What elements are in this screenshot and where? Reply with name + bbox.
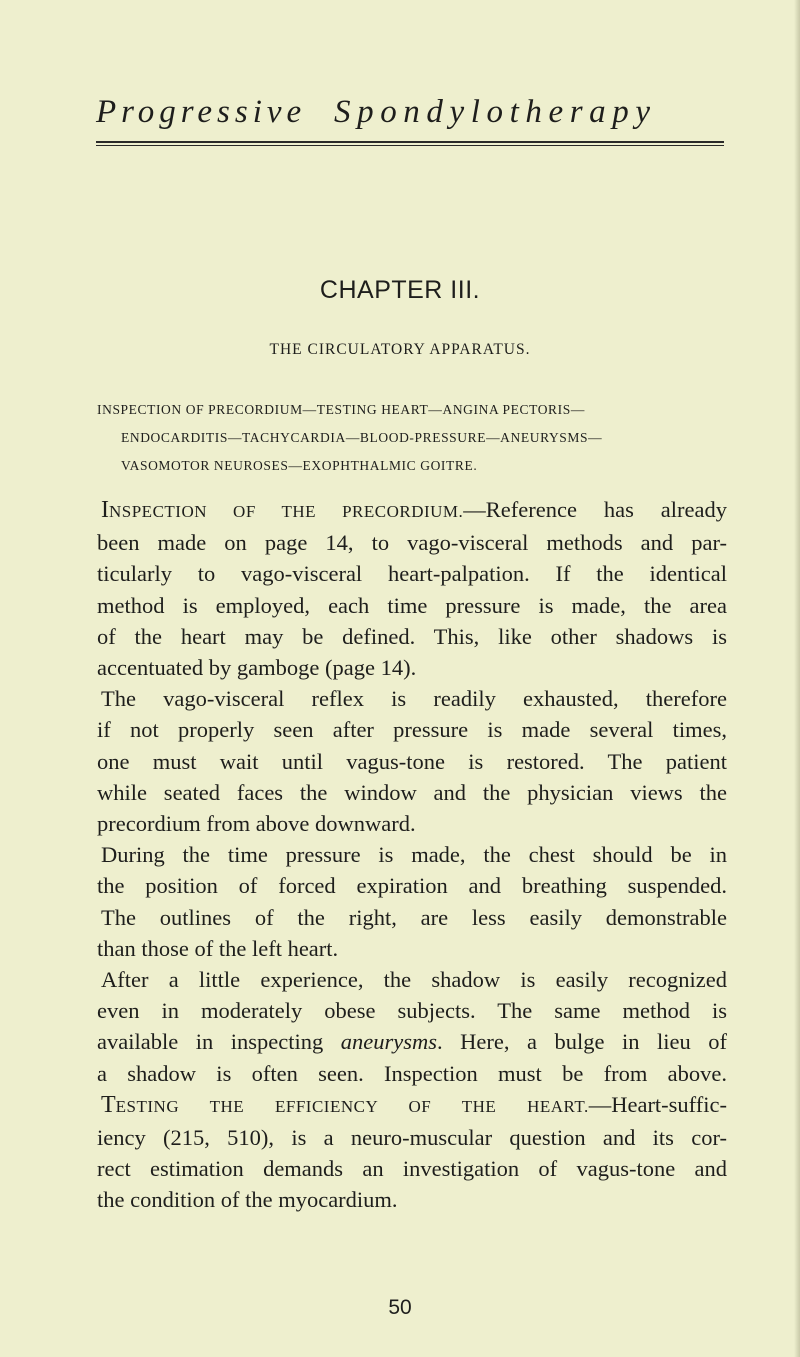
chapter-synopsis	[0, 396, 602, 480]
text-line: the position of forced expiration and breathing suspended.	[97, 873, 727, 899]
text-line: During the time pressure is made, the chest should be in	[101, 842, 727, 868]
heading-tail: —Reference has already	[463, 497, 727, 522]
text-fragment: available in inspecting	[97, 1029, 341, 1055]
synopsis-line: VASOMOTOR NEUROSES—EXOPHTHALMIC GOITRE.	[121, 458, 478, 473]
page-edge-shadow	[794, 0, 800, 1357]
small-caps-heading: NSPECTION OF THE PRECORDIUM.	[109, 502, 464, 521]
synopsis-line: ENDOCARDITIS—TACHYCARDIA—BLOOD-PRESSURE—ANEURYSMS—	[121, 430, 603, 445]
text-line: been made on page 14, to vago-visceral methods and par-	[97, 530, 727, 556]
text-line	[97, 1026, 727, 1057]
text-line: The outlines of the right, are less easily demonstrable	[101, 904, 727, 930]
text-line: a shadow is often seen. Inspection must be from above.	[97, 1060, 727, 1086]
header-rule-thick	[96, 141, 724, 143]
italic-term: aneurysms	[340, 1029, 437, 1055]
text-line: The vago-visceral reflex is readily exhausted, therefore	[101, 686, 727, 712]
text-line: iency (215, 510), is a neuro-muscular question and its cor-	[97, 1125, 727, 1151]
text-line: rect estimation demands an investigation of vagus-tone and	[97, 1156, 727, 1182]
synopsis-line: INSPECTION OF PRECORDIUM—TESTING HEART—ANGINA PECTORIS—	[97, 402, 585, 417]
text-line: even in moderately obese subjects. The same method is	[97, 998, 727, 1024]
chapter-title: CHAPTER III.	[319, 276, 481, 304]
text-line: ticularly to vago-visceral heart-palpation. If the identical	[97, 561, 727, 587]
text-line: the condition of the myocardium.	[97, 1187, 398, 1213]
running-head-left: Progressive	[96, 94, 307, 130]
section-title: THE CIRCULATORY APPARATUS.	[269, 341, 531, 358]
text-line: if not properly seen after pressure is made several times,	[97, 717, 727, 743]
running-head-right: Spondylotherapy	[334, 94, 657, 130]
page-number: 50	[388, 1296, 412, 1319]
text-line: while seated faces the window and the physician views the	[97, 779, 727, 805]
paragraph-heading-line	[97, 494, 727, 527]
text-line: one must wait until vagus-tone is restored. The patient	[97, 748, 727, 774]
paragraph-heading-line	[97, 1089, 727, 1122]
small-caps-initial: I	[101, 497, 109, 523]
text-line: accentuated by gamboge (page 14).	[97, 655, 417, 681]
heading-tail: —Heart-suffic-	[588, 1091, 727, 1117]
small-caps-initial: T	[101, 1091, 116, 1118]
text-line: precordium from above downward.	[97, 811, 416, 837]
text-line: of the heart may be defined. This, like other shadows is	[97, 623, 727, 649]
small-caps-heading: ESTING THE EFFICIENCY OF THE HEART.	[115, 1096, 589, 1116]
text-fragment: . Here, a bulge in lieu of	[436, 1029, 727, 1055]
body-text	[97, 494, 727, 1216]
text-line: method is employed, each time pressure is made, the area	[97, 592, 727, 618]
text-line: than those of the left heart.	[97, 935, 339, 961]
text-line: After a little experience, the shadow is easily recognized	[101, 967, 727, 993]
header-rule-thin	[96, 145, 724, 146]
